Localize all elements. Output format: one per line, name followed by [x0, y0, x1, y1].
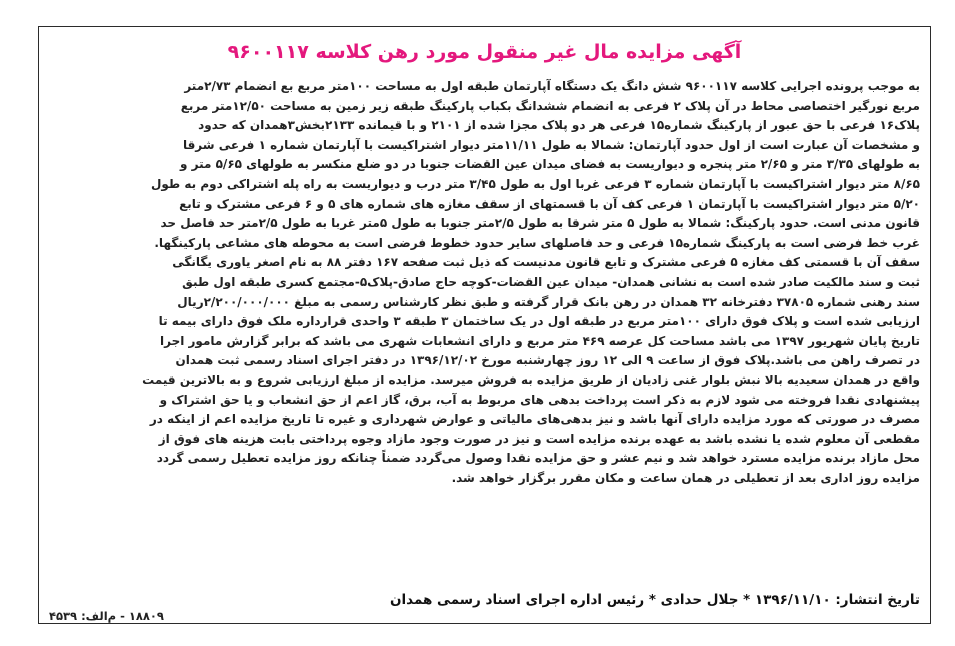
body-line: پلاک۱۶ فرعی با حق عبور از پارکینگ شماره۱۵ فرعی هر دو پلاک مجزا شده از ۲۱۰۱ و با قیمانده ۲۱۳۳بخش۳همدان که حدود — [198, 118, 920, 133]
publication-signature: تاریخ انتشار: ۱۳۹۶/۱۱/۱۰ * جلال حدادی * رئیس اداره اجرای اسناد رسمی همدان — [390, 592, 920, 608]
body-line: ثبت و سند مالکیت صادر شده است به نشانی همدان- میدان عین القضات-کوچه حاج صادق-پلاک۵-مجتمع کسری طبقه اول طبق — [182, 274, 920, 289]
body-line: به طولهای ۳/۳۵ متر و ۲/۶۵ متر پنجره و دیواریست به فضای میدان عین القضات جنوبا در دو ضلع منکسر به طولهای ۵/۶۵ متر و — [180, 157, 920, 172]
notice-title: آگهی مزایده مال غیر منقول مورد رهن کلاسه ۹۶۰۰۱۱۷ — [227, 41, 742, 63]
body-line: محل مازاد برنده مزایده مسترد خواهد شد و نیم عشر و حق مزایده نقدا وصول می‌گردد ضمناً چنانکه روز مزایده تعطیل رسمی گردد — [156, 451, 920, 466]
body-line: مصرف در صورتی که مورد مزایده دارای آنها باشد و نیز بدهی‌های مالیاتی و عوارض شهرداری و غیره تا تاریخ مزایده اعم از اینکه در — [149, 412, 920, 427]
body-line: مقطعی آن معلوم شده یا نشده باشد به عهده برنده مزایده است و نیز در صورت وجود مازاد وجوه پرداختی بابت هزینه های فوق از — [158, 431, 920, 446]
body-line: مربع نورگیر اختصاصی محاط در آن پلاک ۲ فرعی به انضمام ششدانگ بکباب پارکینگ طبقه زیر زمین به مساحت ۱۲/۵۰متر مربع — [180, 98, 920, 113]
notice-body — [49, 77, 920, 488]
body-line: قانون مدنی است. حدود پارکینگ: شمالا به طول ۵ متر شرقا به طول ۲/۵متر جنوبا به طول ۵متر غربا به طول ۲/۵متر حد فاصل حد — [160, 216, 920, 231]
body-line: واقع در همدان سعیدیه بالا نبش بلوار غنی زادیان از طریق مزایده به فروش میرسد. مزایده از مبلغ ارزیابی شروع و به بالاترین قیمت — [142, 372, 920, 387]
body-line: به موجب پرونده اجرایی کلاسه ۹۶۰۰۱۱۷ شش دانگ یک دستگاه آپارتمان طبقه اول به مساحت ۱۰۰متر مربع بع انضمام ۲/۷۳متر — [184, 79, 920, 93]
body-line: مزایده روز اداری بعد از تعطیلی در همان ساعت و مکان مقرر برگزار خواهد شد. — [451, 470, 920, 485]
body-line: سند رهنی شماره ۳۷۸۰۵ دفترخانه ۳۲ همدان در رهن بانک قرار گرفته و طبق نظر کارشناس رسمی به مبلغ ۲/۲۰۰/۰۰۰/۰۰۰ریال — [177, 294, 920, 309]
reference-number: ۱۸۸۰۹ - م‌الف: ۴۵۳۹ — [49, 609, 164, 623]
body-line: ارزیابی شده است و پلاک فوق دارای ۱۰۰متر مربع در طبقه اول در یک ساختمان ۳ طبقه ۳ واحدی قرارداره ملک فوق دارای بیمه تا — [158, 314, 920, 329]
body-line: تاریخ پایان شهریور ۱۳۹۷ می باشد مساحت کل عرصه ۴۶۹ متر مربع و دارای انشعابات شهری می باشد که برابر گزارش مامور اجرا — [160, 333, 920, 348]
body-line: در تصرف راهن می باشد.پلاک فوق از ساعت ۹ الی ۱۲ روز چهارشنبه مورخ ۱۳۹۶/۱۲/۰۲ در دفتر اجرای اسناد رسمی ثبت همدان — [175, 353, 920, 368]
notice-frame — [38, 26, 931, 624]
body-line: سقف آن با قسمتی کف مغازه ۵ فرعی مشترک و تابع قانون مدنیست که ذیل ثبت صفحه ۱۶۷ دفتر ۸۸ به نام اصغر یاوری یگانگی — [172, 255, 920, 270]
body-line: و مشخصات آن عبارت است از اول حدود آپارتمان: شمالا به طول ۱۱/۱۱متر دیوار اشتراکیست با آپارتمان شماره ۱ فرعی شرقا — [182, 137, 920, 152]
body-line: ۸/۶۵ متر دیوار اشتراکیست با آپارتمان شماره ۳ فرعی غربا اول به طول ۳/۴۵ متر درب و دیواریست به راه پله اشتراکی دوم به طول — [150, 176, 920, 191]
body-line: پیشنهادی نقدا فروخته می شود لازم به ذکر است پرداخت بدهی های مربوط به آب، برق، گاز اعم از حق انشعاب و یا حق اشتراک و — [159, 392, 920, 407]
body-line: ۵/۲۰ متر دیوار اشتراکیست با آپارتمان ۱ فرعی کف آن با قسمتهای از سقف مغازه های شماره های ۵ و ۶ فرعی مشترک و تابع — [179, 196, 920, 211]
body-line: غرب خط فرضی است به پارکینگ شماره۱۵ فرعی و حد فاصلهای سایر حدود خطوط فرضی است به محوطه های مشاعی پارکینگها. — [154, 235, 920, 250]
